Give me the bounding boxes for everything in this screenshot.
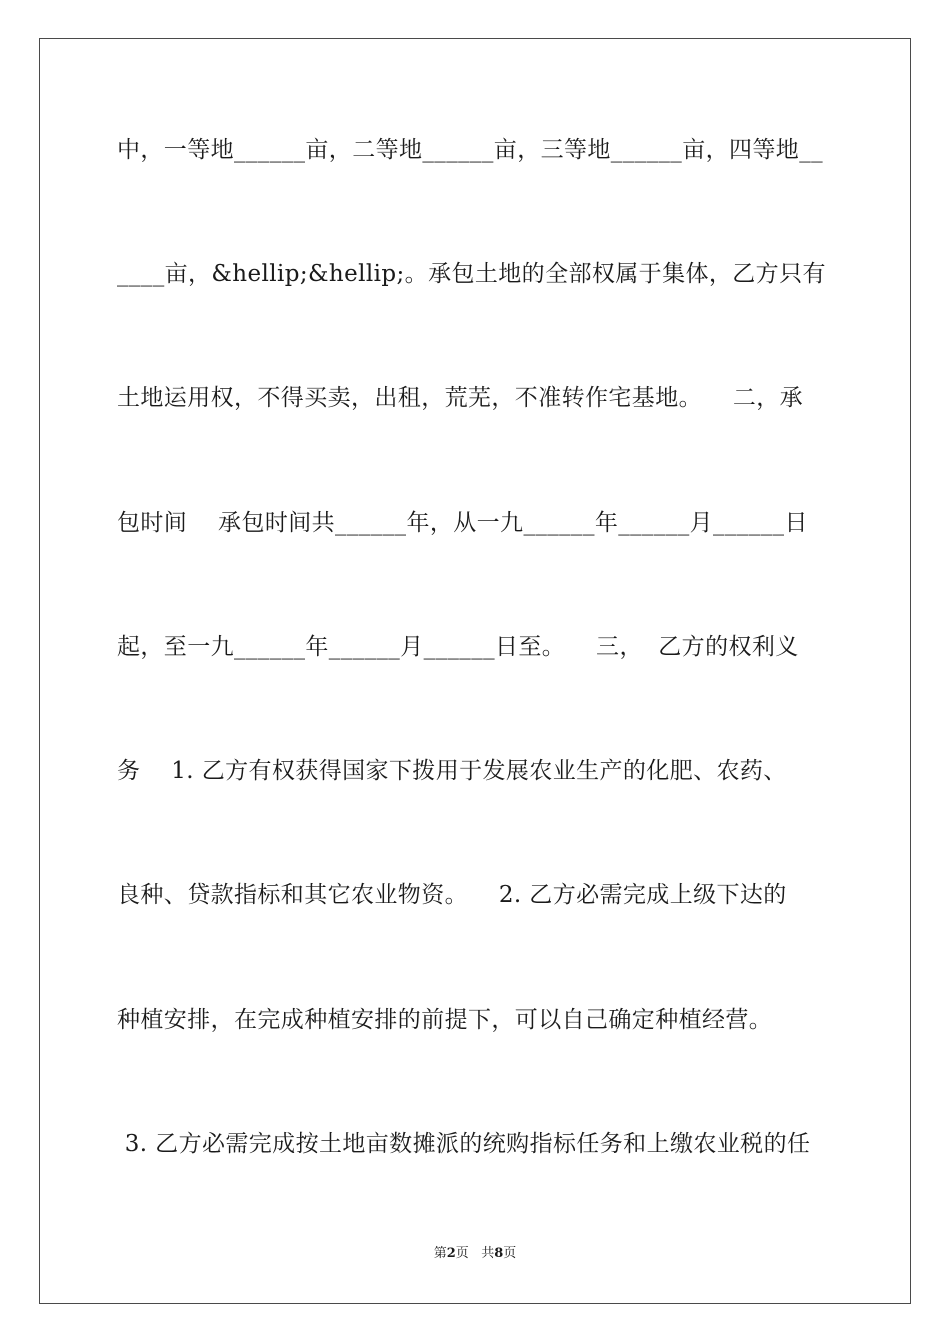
total-pages: 8: [494, 1246, 504, 1261]
text-line: ____亩，&hellip;&hellip;。承包土地的全部权属于集体，乙方只有: [117, 261, 826, 287]
page-border: [39, 38, 911, 1304]
text-line: 起，至一九______年______月______日至。 三， 乙方的权利义: [117, 634, 799, 660]
text-line: 良种、贷款指标和其它农业物资。 2. 乙方必需完成上级下达的: [117, 882, 787, 908]
text-line: 包时间 承包时间共______年，从一九______年______月______日: [117, 510, 808, 536]
text-line: 土地运用权，不得买卖，出租，荒芜，不准转作宅基地。 二，承: [117, 385, 804, 411]
page-footer: [0, 1245, 950, 1263]
page-number: 2: [446, 1246, 456, 1261]
text-line: 3. 乙方必需完成按土地亩数摊派的统购指标任务和上缴农业税的任: [117, 1131, 811, 1157]
page-prefix: 第: [433, 1246, 447, 1261]
total-suffix: 页: [503, 1246, 517, 1261]
total-prefix: 共: [481, 1246, 495, 1261]
text-line: 种植安排，在完成种植安排的前提下，可以自己确定种植经营。: [117, 1007, 773, 1033]
page-suffix: 页: [455, 1246, 469, 1261]
text-line: 中，一等地______亩，二等地______亩，三等地______亩，四等地__: [117, 137, 823, 163]
text-line: 务 1. 乙方有权获得国家下拨用于发展农业生产的化肥、农药、: [117, 758, 787, 784]
